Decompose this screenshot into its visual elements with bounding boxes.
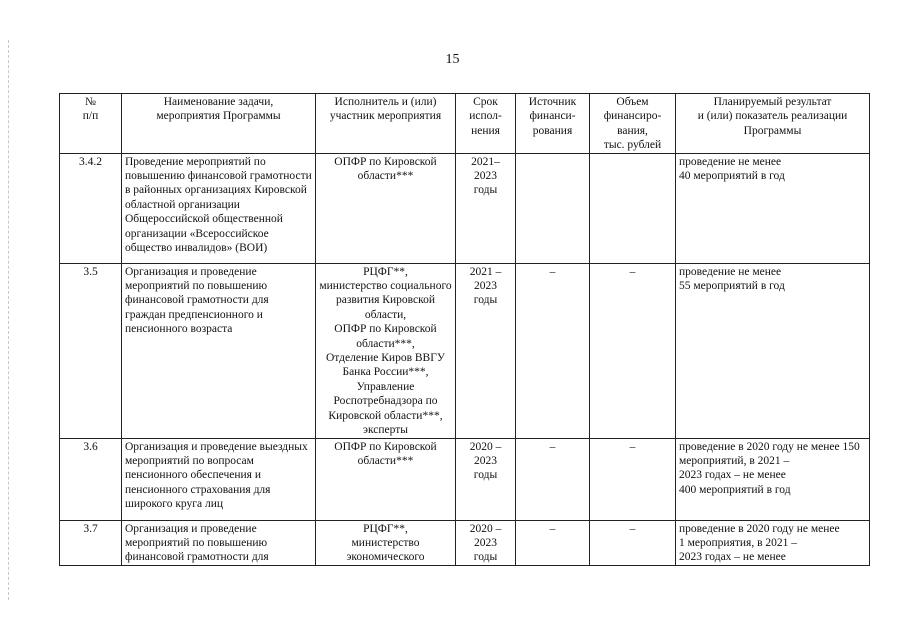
row-result: проведение не менее 55 мероприятий в год [676, 263, 870, 438]
row-task: Проведение мероприятий по повышению финансовой грамотности в районных организациях Кировской областной организации Общероссийской общественной организации «Всероссийское общество инвалидов» (ВОИ) [122, 153, 316, 263]
scan-edge-mark [8, 40, 9, 600]
row-volume: – [590, 263, 676, 438]
row-volume: – [590, 520, 676, 565]
table-row [60, 153, 870, 263]
row-term: 2021 – 2023 годы [456, 263, 516, 438]
row-result: проведение не менее 40 мероприятий в год [676, 153, 870, 263]
row-result: проведение в 2020 году не менее 150 мероприятий, в 2021 – 2023 годах – не менее 400 мероприятий в год [676, 438, 870, 520]
row-volume [590, 153, 676, 263]
table-header-row [60, 94, 870, 154]
row-executor: РЦФГ**, министерство социального развития Кировской области, ОПФР по Кировской области***, Отделение Киров ВВГУ Банка России***, Управление Роспотребнадзора по Кировской области***, эксперты [316, 263, 456, 438]
header-result: Планируемый результат и (или) показатель реализации Программы [676, 94, 870, 154]
row-task: Организация и проведение мероприятий по повышению финансовой грамотности для [122, 520, 316, 565]
page-number: 15 [445, 52, 460, 67]
header-executor: Исполнитель и (или) участник мероприятия [316, 94, 456, 154]
row-source: – [516, 520, 590, 565]
row-source: – [516, 438, 590, 520]
row-executor: ОПФР по Кировской области*** [316, 153, 456, 263]
header-num: № п/п [60, 94, 122, 154]
row-term: 2021– 2023 годы [456, 153, 516, 263]
row-task: Организация и проведение мероприятий по повышению финансовой грамотности для граждан предпенсионного и пенсионного возраста [122, 263, 316, 438]
row-source [516, 153, 590, 263]
header-task: Наименование задачи, мероприятия Программы [122, 94, 316, 154]
row-executor: РЦФГ**, министерство экономического [316, 520, 456, 565]
header-volume: Объем финансиро- вания, тыс. рублей [590, 94, 676, 154]
row-task: Организация и проведение выездных мероприятий по вопросам пенсионного обеспечения и пенсионного страхования для широкого круга лиц [122, 438, 316, 520]
table-row [60, 263, 870, 438]
row-term: 2020 – 2023 годы [456, 520, 516, 565]
program-plan-table [59, 93, 870, 566]
row-term: 2020 – 2023 годы [456, 438, 516, 520]
table-row [60, 520, 870, 565]
header-source: Источник финанси- рования [516, 94, 590, 154]
row-number: 3.5 [60, 263, 122, 438]
row-volume: – [590, 438, 676, 520]
header-term: Срок испол- нения [456, 94, 516, 154]
row-number: 3.6 [60, 438, 122, 520]
row-number: 3.4.2 [60, 153, 122, 263]
row-number: 3.7 [60, 520, 122, 565]
table-row [60, 438, 870, 520]
row-source: – [516, 263, 590, 438]
row-result: проведение в 2020 году не менее 1 мероприятия, в 2021 – 2023 годах – не менее [676, 520, 870, 565]
row-executor: ОПФР по Кировской области*** [316, 438, 456, 520]
